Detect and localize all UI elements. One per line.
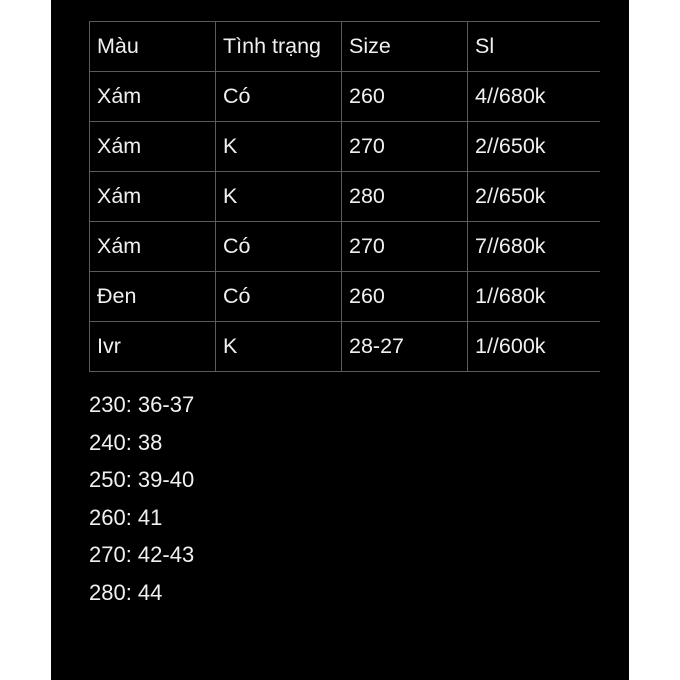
stock-table <box>89 21 600 372</box>
column-header-quantity: Sl <box>468 22 601 72</box>
size-conversion-list <box>89 386 194 611</box>
table-row <box>90 172 601 222</box>
size-conversion-line: 270: 42-43 <box>89 542 195 567</box>
table-header-row <box>90 22 601 72</box>
table-row <box>90 272 601 322</box>
size-conversion-line: 280: 44 <box>89 579 163 605</box>
cell-size: 270 <box>342 122 468 172</box>
table-row <box>90 122 601 172</box>
cell-color: Ivr <box>90 322 216 372</box>
table-row <box>90 322 601 372</box>
size-conversion-line: 240: 38 <box>89 429 163 455</box>
cell-condition: K <box>216 122 342 172</box>
cell-condition: Có <box>216 272 342 322</box>
table-row <box>90 222 601 272</box>
cell-size: 28-27 <box>342 322 468 372</box>
cell-color: Xám <box>90 222 216 272</box>
size-conversion-line: 230: 36-37 <box>89 392 195 417</box>
cell-color: Xám <box>90 72 216 122</box>
cell-quantity-price: 2//650k <box>468 122 601 172</box>
cell-size: 260 <box>342 72 468 122</box>
cell-quantity-price: 1//680k <box>468 272 601 322</box>
cell-size: 270 <box>342 222 468 272</box>
cell-quantity-price: 1//600k <box>468 322 601 372</box>
cell-color: Xám <box>90 122 216 172</box>
cell-condition: K <box>216 322 342 372</box>
cell-condition: Có <box>216 222 342 272</box>
cell-condition: Có <box>216 72 342 122</box>
cell-color: Xám <box>90 172 216 222</box>
cell-quantity-price: 4//680k <box>468 72 601 122</box>
column-header-color: Màu <box>90 22 216 72</box>
column-header-size: Size <box>342 22 468 72</box>
cell-condition: K <box>216 172 342 222</box>
size-conversion-line: 260: 41 <box>89 504 163 530</box>
cell-quantity-price: 2//650k <box>468 172 601 222</box>
cell-quantity-price: 7//680k <box>468 222 601 272</box>
column-header-condition: Tình trạng <box>216 22 342 72</box>
cell-size: 280 <box>342 172 468 222</box>
size-conversion-line: 250: 39-40 <box>89 467 195 492</box>
cell-size: 260 <box>342 272 468 322</box>
table-row <box>90 72 601 122</box>
cell-color: Đen <box>90 272 216 322</box>
notes-screenshot <box>51 0 629 680</box>
